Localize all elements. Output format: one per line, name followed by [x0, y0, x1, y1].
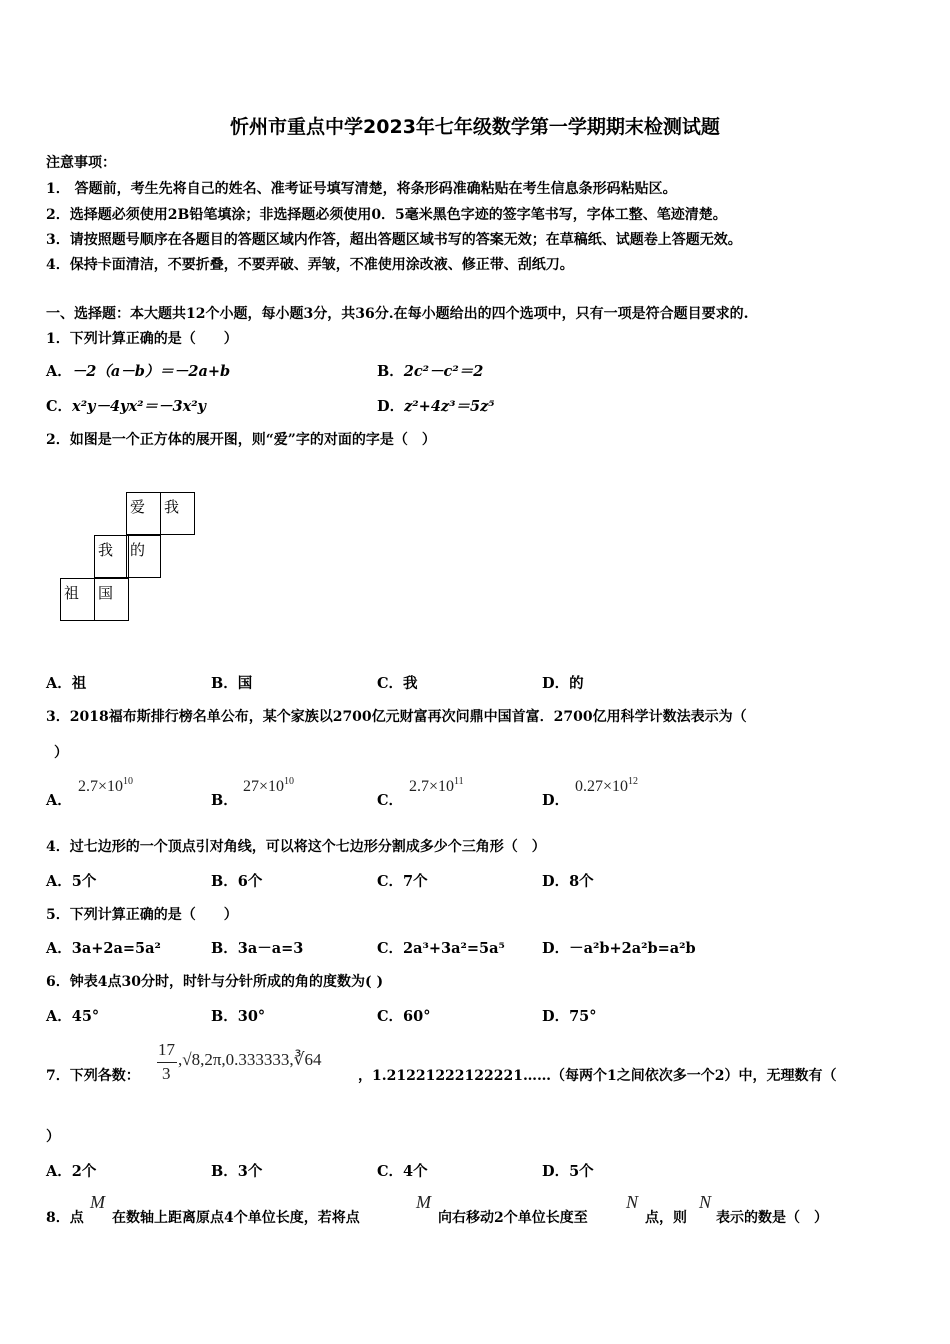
q3-b-exponent: 10 [284, 776, 295, 787]
q2-option-b: B．国 [211, 675, 253, 692]
q7-number-list: ,√8,2π,0.333333,∛64 [178, 1050, 322, 1069]
q7-option-b: B．3个 [211, 1163, 263, 1180]
q2-option-d: D．的 [542, 675, 584, 692]
q1-option-d [377, 395, 495, 416]
question-7-end: ） [46, 1129, 60, 1145]
q3-option-c-value [409, 778, 464, 796]
q1-option-a [46, 360, 230, 381]
notice-item-4: 4．保持卡面清洁，不要折叠，不要弄破、弄皱，不准使用涂改液、修正带、刮纸刀。 [46, 257, 574, 273]
notice-item-2: 2．选择题必须使用2B铅笔填涂；非选择题必须使用0．5毫米黑色字迹的签字笔书写，字体工整、笔迹清楚。 [46, 207, 727, 223]
notice-heading: 注意事项： [46, 155, 116, 171]
q7-fraction-bar [157, 1062, 177, 1063]
q3-option-d-value [575, 778, 638, 796]
question-8-part-1: 8．点 [46, 1210, 84, 1226]
q7-option-c: C．4个 [377, 1163, 428, 1180]
question-3-stem: 3．2018福布斯排行榜名单公布，某个家族以2700亿元财富再次问鼎中国首富．2700亿用科学计数法表示为（ [46, 709, 747, 725]
q8-variable-n-1: N [626, 1192, 639, 1212]
q2-option-c: C．我 [377, 675, 418, 692]
question-8-part-4: 点，则 [645, 1210, 687, 1226]
q1-option-d-text: z²+4z³＝5z⁵ [404, 398, 495, 415]
q4-option-b: B．6个 [211, 873, 263, 890]
notice-item-1: 1． 答题前，考生先将自己的姓名、准考证号填写清楚，将条形码准确粘贴在考生信息条形码粘贴区。 [46, 181, 677, 197]
q6-option-b: B．30° [211, 1008, 266, 1025]
q3-c-exponent: 11 [454, 776, 464, 787]
question-8-part-2: 在数轴上距离原点4个单位长度，若将点 [112, 1210, 360, 1226]
q5-option-b: B．3a－a=3 [211, 940, 304, 957]
question-6-stem: 6．钟表4点30分时，时针与分针所成的角的度数为( ) [46, 974, 384, 990]
net-cell-guo: 国 [94, 578, 129, 621]
q1-option-b-label: B． [377, 363, 404, 380]
question-7-prefix: 7．下列各数： [46, 1068, 140, 1084]
q4-option-c: C．7个 [377, 873, 428, 890]
q5-option-c: C．2a³+3a²=5a⁵ [377, 940, 505, 957]
q3-d-exponent: 12 [628, 776, 639, 787]
net-cell-ai: 爱 [126, 492, 161, 535]
q1-option-b-text: 2c²－c²＝2 [403, 363, 484, 380]
q6-option-c: C．60° [377, 1008, 431, 1025]
net-cell-wo-2: 我 [94, 535, 129, 578]
question-5-stem: 5．下列计算正确的是（ ） [46, 907, 238, 923]
q5-option-a: A．3a+2a=5a² [46, 940, 161, 957]
q3-option-d-label: D． [542, 792, 570, 809]
q6-option-d: D．75° [542, 1008, 597, 1025]
question-7-suffix: ，1.21221222122221……（每两个1之间依次多一个2）中，无理数有（ [358, 1068, 837, 1084]
question-8-part-3: 向右移动2个单位长度至 [438, 1210, 588, 1226]
q4-option-d: D．8个 [542, 873, 594, 890]
q8-variable-m-2: M [416, 1192, 431, 1212]
q7-option-a: A．2个 [46, 1163, 97, 1180]
q3-option-c-label: C． [377, 792, 404, 809]
q1-option-a-label: A． [46, 363, 72, 380]
question-1-stem: 1．下列计算正确的是（ ） [46, 331, 238, 347]
q3-option-b-value [243, 778, 294, 796]
question-4-stem: 4．过七边形的一个顶点引对角线，可以将这个七边形分割成多少个三角形（ ） [46, 839, 546, 855]
notice-item-3: 3．请按照题号顺序在各题目的答题区域内作答，超出答题区域书写的答案无效；在草稿纸、试题卷上答题无效。 [46, 232, 742, 248]
q3-a-mantissa: 2.7×10 [78, 778, 124, 795]
question-8-part-5: 表示的数是（ ） [716, 1210, 828, 1226]
q1-option-c [46, 395, 206, 416]
q5-option-d: D．－a²b+2a²b=a²b [542, 940, 696, 957]
q3-d-mantissa: 0.27×10 [575, 778, 629, 795]
q2-option-a: A．祖 [46, 675, 87, 692]
q3-b-mantissa: 27×10 [243, 778, 285, 795]
net-cell-zu: 祖 [60, 578, 95, 621]
q3-option-b-label: B． [211, 792, 238, 809]
q8-variable-n-2: N [699, 1192, 712, 1212]
q7-fraction-numerator: 17 [158, 1040, 175, 1059]
q3-option-a-label: A． [46, 792, 72, 809]
q7-fraction-denominator: 3 [162, 1064, 171, 1083]
q1-option-d-label: D． [377, 398, 405, 415]
q1-option-a-text: －2（a－b）＝－2a+b [71, 363, 231, 380]
net-cell-wo-1: 我 [160, 492, 195, 535]
question-3-stem-end: ） [54, 745, 68, 761]
page-title: 忻州市重点中学2023年七年级数学第一学期期末检测试题 [230, 116, 720, 138]
q1-option-c-label: C． [46, 398, 73, 415]
q6-option-a: A．45° [46, 1008, 100, 1025]
question-2-stem: 2．如图是一个正方体的展开图，则“爱”字的对面的字是（ ） [46, 432, 436, 448]
section-heading: 一、选择题：本大题共12个小题，每小题3分，共36分.在每小题给出的四个选项中，只有一项是符合题目要求的. [46, 306, 749, 322]
q3-c-mantissa: 2.7×10 [409, 778, 455, 795]
q1-option-c-text: x²y－4yx²＝－3x²y [72, 398, 206, 415]
q3-a-exponent: 10 [123, 776, 134, 787]
q1-option-b [377, 360, 483, 381]
net-cell-de: 的 [126, 535, 161, 578]
q7-option-d: D．5个 [542, 1163, 594, 1180]
q8-variable-m-1: M [90, 1192, 105, 1212]
q3-option-a-value [78, 778, 133, 796]
q4-option-a: A．5个 [46, 873, 97, 890]
